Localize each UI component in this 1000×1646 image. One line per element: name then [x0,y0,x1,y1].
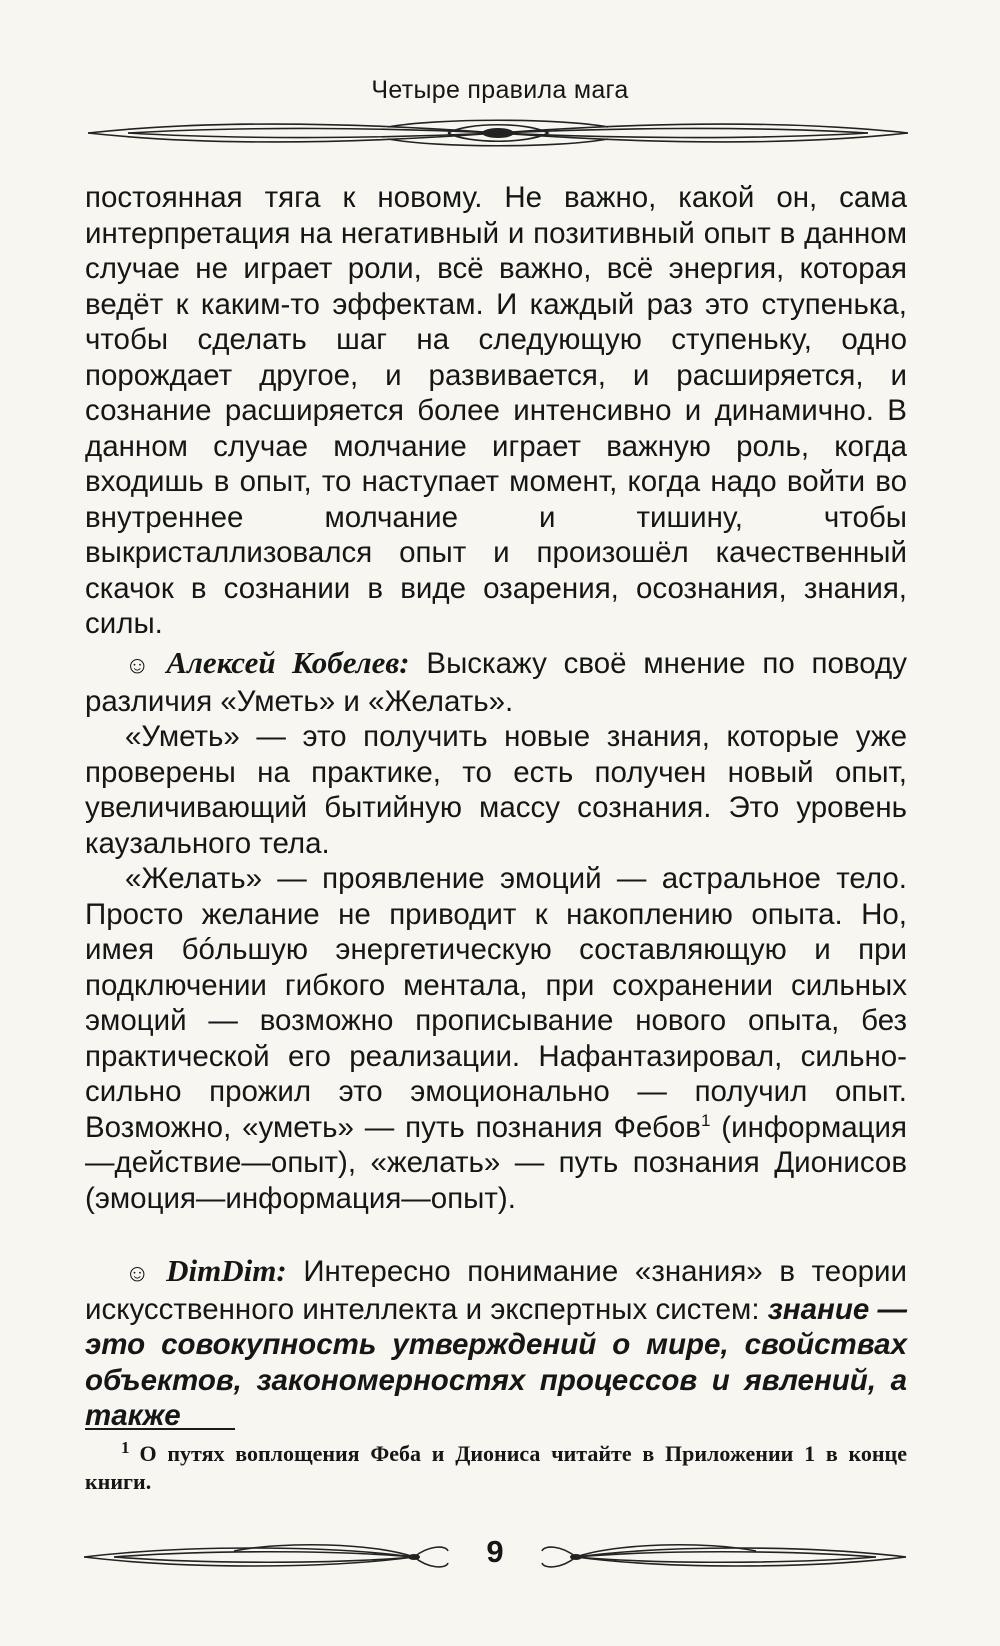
paragraph-text: постоянная тяга к новому. Не важно, какой он, сама интерпретация на негативный и позитивный опыт в данном случае не играет роли, всё важно, всё энергия, которая ведёт к каким-то эффектам. И каждый раз это ступенька, чтобы сделать шаг на следующую ступеньку, одно порождает другое, и развивается, и расширяется, и сознание расширяется более интенсивно и динамично. В данном случае молчание играет важную роль, когда входишь в опыт, то наступает момент, когда надо войти во внутреннее молчание и тишину, чтобы выкристаллизовался опыт и произошёл качественный скачок в сознании в виде озарения, осознания, знания, силы. [85,181,907,640]
remark-lead-text: Интересно понимание «знания» в теории искусственного интеллекта и экспертных систем: [85,1255,907,1326]
paragraph-zhelat [85,861,907,1216]
footnote-divider [85,1428,235,1430]
page-number: 9 [486,1534,504,1569]
paragraph-umet: «Уметь» — это получить новые знания, которые уже проверены на практике, то есть получен новый опыт, увеличивающий бытийную массу сознания. Это уровень каузального тела. [85,720,907,860]
footnote: 1 О путях воплощения Феба и Диониса читайте в Приложении 1 в конце книги. [85,1437,907,1494]
header-ornament [88,116,908,150]
continued-paragraph [85,180,907,642]
footer-ornament-left [84,1537,450,1577]
remark-kobelev [85,645,907,1216]
remark-dimdim [85,1253,907,1434]
speaker-name: DimDim: [166,1253,287,1288]
smiley-icon: ☺ [125,652,150,679]
speaker-name: Алексей Кобелев: [166,645,410,680]
paragraph-zhelat-tail: (информация—действие—опыт), «желать» — путь познания Дионисов (эмоция—информация—опыт). [85,1110,907,1215]
paragraph-zhelat-text: «Желать» — проявление эмоций — астральное тело. Просто желание не приводит к накоплению опыта. Но, имея бóльшую энергетическую составляющую и при подключении гибкого ментала, при сохранении сильных эмоций — возможно прописывание нового опыта, без практической его реализации. Нафантазировал, сильно-сильно прожил это эмоционально — получил опыт. Возможно, «уметь» — путь познания Фебов [85,862,907,1144]
remark-lead-paragraph [85,645,907,719]
definition-text: знание — это совокупность утверждений о мире, свойствах объектов, закономерностях процессов и явлений, а также [85,1292,907,1432]
footer-ornament-right [540,1537,906,1577]
footnote-text: О путях воплощения Феба и Диониса читайте в Приложении 1 в конце книги. [85,1441,907,1494]
running-title: Четыре правила мага [371,76,629,104]
remark-lead-paragraph [85,1253,907,1434]
smiley-icon: ☺ [125,1260,150,1287]
footnote-reference: 1 [700,1110,711,1130]
remark-lead-text: Выскажу своё мнение по поводу различия «Уметь» и «Желать». [85,647,907,718]
